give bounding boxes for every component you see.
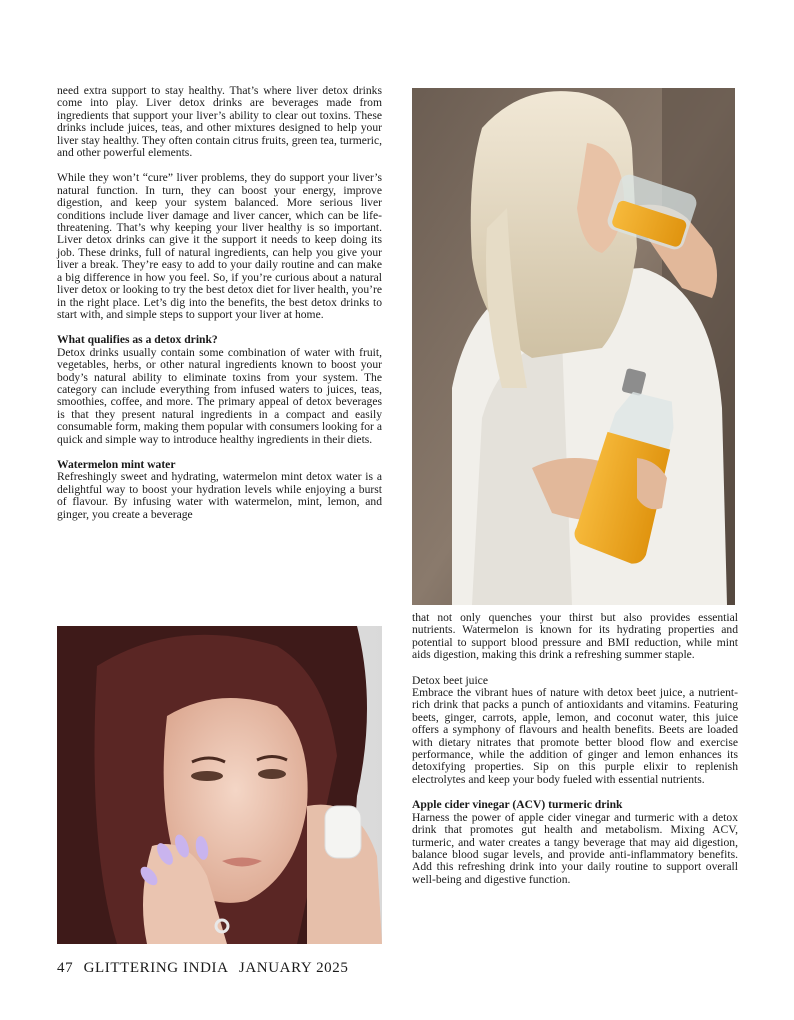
intro-paragraph: need extra support to stay healthy. That’s where liver detox drinks come into play. Liver detox drinks are beverages made from ingredients that support your liver’s ability to clear out toxins. These drinks include juices, teas, and other mixtures designed to help your liver stay healthy. They often contain citrus fruits, green tea, turmeric, and other powerful elements.	[57, 84, 382, 160]
acv-heading: Apple cider vinegar (ACV) turmeric drink	[412, 798, 623, 812]
detox-drink-paragraph: Detox drinks usually contain some combination of water with fruit, vegetables, herbs, or other natural ingredients known to boost your body’s natural ability to eliminate toxins from your system. The category can include everything from infused waters to juices, teas, smoothies, coffee, and more. The primary appeal of detox beverages is that they present natural ingredients in a compact and easily consumable form, making them popular with consumers looking for a quick and simple way to introduce healthy ingredients in their diets.	[57, 345, 382, 446]
magazine-name: GLITTERING INDIA	[83, 960, 229, 976]
beet-juice-heading: Detox beet juice	[412, 673, 488, 687]
liver-support-paragraph: While they won’t “cure” liver problems, they do support your liver’s natural function. In turn, they can boost your energy, improve digestion, and keep your system balanced. More serious liver conditions include liver damage and liver cancer, which can be life-threatening. That’s why keeping your liver healthy is so important. Liver detox drinks can give it the support it needs to keep doing its job. These drinks, full of natural ingredients, can help you give your liver a break. They’re easy to add to your daily routine and can make a big difference in how you feel. So, if you’re curious about a natural liver detox or looking to try the best detox diet for liver health, you’re in the right place. Let’s dig into the benefits, the best detox drinks to start with, and simple steps to support your liver at home.	[57, 171, 382, 321]
watermelon-continued-paragraph: that not only quenches your thirst but also provides essential nutrients. Watermelon is known for its hydrating properties and potential to support blood pressure and BMI reduction, while mint aids digestion, making this drink a refreshing summer staple.	[412, 611, 738, 662]
issue-date: JANUARY 2025	[238, 960, 349, 976]
woman-drinking-juice-illustration	[412, 88, 735, 605]
watermelon-paragraph: Refreshingly sweet and hydrating, watermelon mint detox water is a delightful way to boost your hydration levels while enjoying a burst of flavour. By infusing water with watermelon, mint, lemon, and ginger, you create a beverage	[57, 470, 382, 521]
woman-drinking-juice-photo	[412, 88, 735, 605]
beet-juice-paragraph: Embrace the vibrant hues of nature with detox beet juice, a nutrient-rich drink that packs a punch of antioxidants and vitamins. Featuring beets, ginger, carrots, apple, lemon, and coconut water, this juice offers a symphony of flavours and health benefits. Beets are loaded with dietary nitrates that promote better blood flow and exercise performance, while the addition of ginger and lemon enhances its detoxifying properties. Sip on this purple elixir to replenish electrolytes and keep your body fueled with essential nutrients.	[412, 686, 738, 786]
page-footer	[57, 960, 354, 977]
detox-drink-heading: What qualifies as a detox drink?	[57, 333, 218, 347]
woman-portrait-photo	[57, 626, 382, 944]
page-number: 47	[57, 960, 74, 976]
watermelon-heading: Watermelon mint water	[57, 457, 176, 471]
acv-paragraph: Harness the power of apple cider vinegar and turmeric with a detox drink that promotes gut health and metabolism. Mixing ACV, turmeric, and water creates a tangy beverage that may aid digestion, balance blood sugar levels, and provide anti-inflammatory benefits. Add this refreshing drink into your daily routine to support overall well-being and digestive function.	[412, 810, 738, 886]
left-column	[57, 85, 382, 534]
right-column	[412, 612, 738, 899]
woman-portrait-illustration	[57, 626, 382, 944]
